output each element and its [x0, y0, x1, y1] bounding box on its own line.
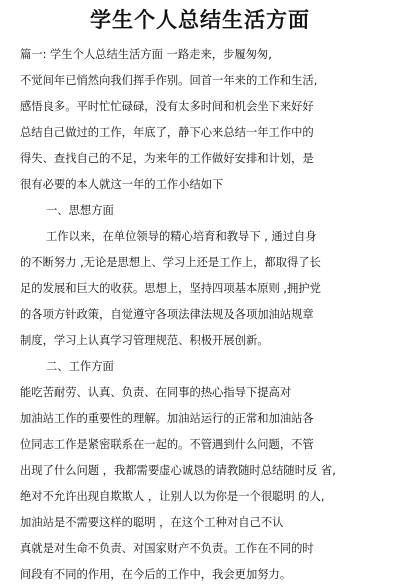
body-line: 加油站工作的重要性的理解。加油站运行的正常和加油站各 [20, 412, 314, 425]
body-line: 加油站是不需要这样的聪明 ，在这个工种对自己不认 [20, 516, 284, 529]
body-line: 得失、查找自己的不足，为来年的工作做好安排和计划，是 [20, 152, 314, 165]
body-line: 间段有不同的作用，在今后的工作中，我会更加努力。 [20, 568, 292, 581]
body-line: 足的发展和巨大的收获。思想上，坚持四项基本原则 ,拥护党 [20, 282, 321, 295]
body-line: 制度，学习上认真学习管理规范、积极开展创新。 [20, 334, 269, 347]
section-heading: 二、工作方面 [46, 360, 114, 373]
body-line: 的各项方针政策，自觉遵守各项法律法规及各项加油站规章 [20, 308, 314, 321]
body-line: 绝对不允许出现自欺欺人 ，让别人以为你是一个很聪明 的人, [20, 490, 325, 503]
body-line: 篇一: 学生个人总结生活方面 一路走来，步履匆匆, [20, 48, 272, 61]
body-line: 位同志工作是紧密联系在一起的。不管遇到什么问题，不管 [20, 438, 314, 451]
body-line: 工作以来，在单位领导的精心培育和教导下 , 通过自身 [46, 230, 317, 243]
section-heading: 一、思想方面 [46, 204, 114, 217]
body-line: 能吃苦耐劳、认真、负责、在同事的热心指导下提高对 [20, 386, 292, 399]
body-line: 出现了什么问题 ，我都需要虚心诚恳的请教随时总结随时反 省, [20, 464, 336, 477]
body-line: 总结自己做过的工作，年底了，静下心来总结一年工作中的 [20, 126, 314, 139]
body-line: 很有必要的本人就这一年的工作小结如下 [20, 178, 224, 191]
body-line: 感悟良多。平时忙忙碌碌，没有太多时间和机会坐下来好好 [20, 100, 314, 113]
body-line: 的不断努力 ,无论是思想上、学习上还是工作上，都取得了长 [20, 256, 321, 269]
body-line: 不觉间年已悄然向我们挥手作别。回首一年来的工作和生活, [20, 74, 318, 87]
document-title: 学生个人总结生活方面 [90, 8, 310, 32]
body-line: 真就是对生命不负责、对国家财产不负责。工作在不同的时 [20, 542, 314, 555]
